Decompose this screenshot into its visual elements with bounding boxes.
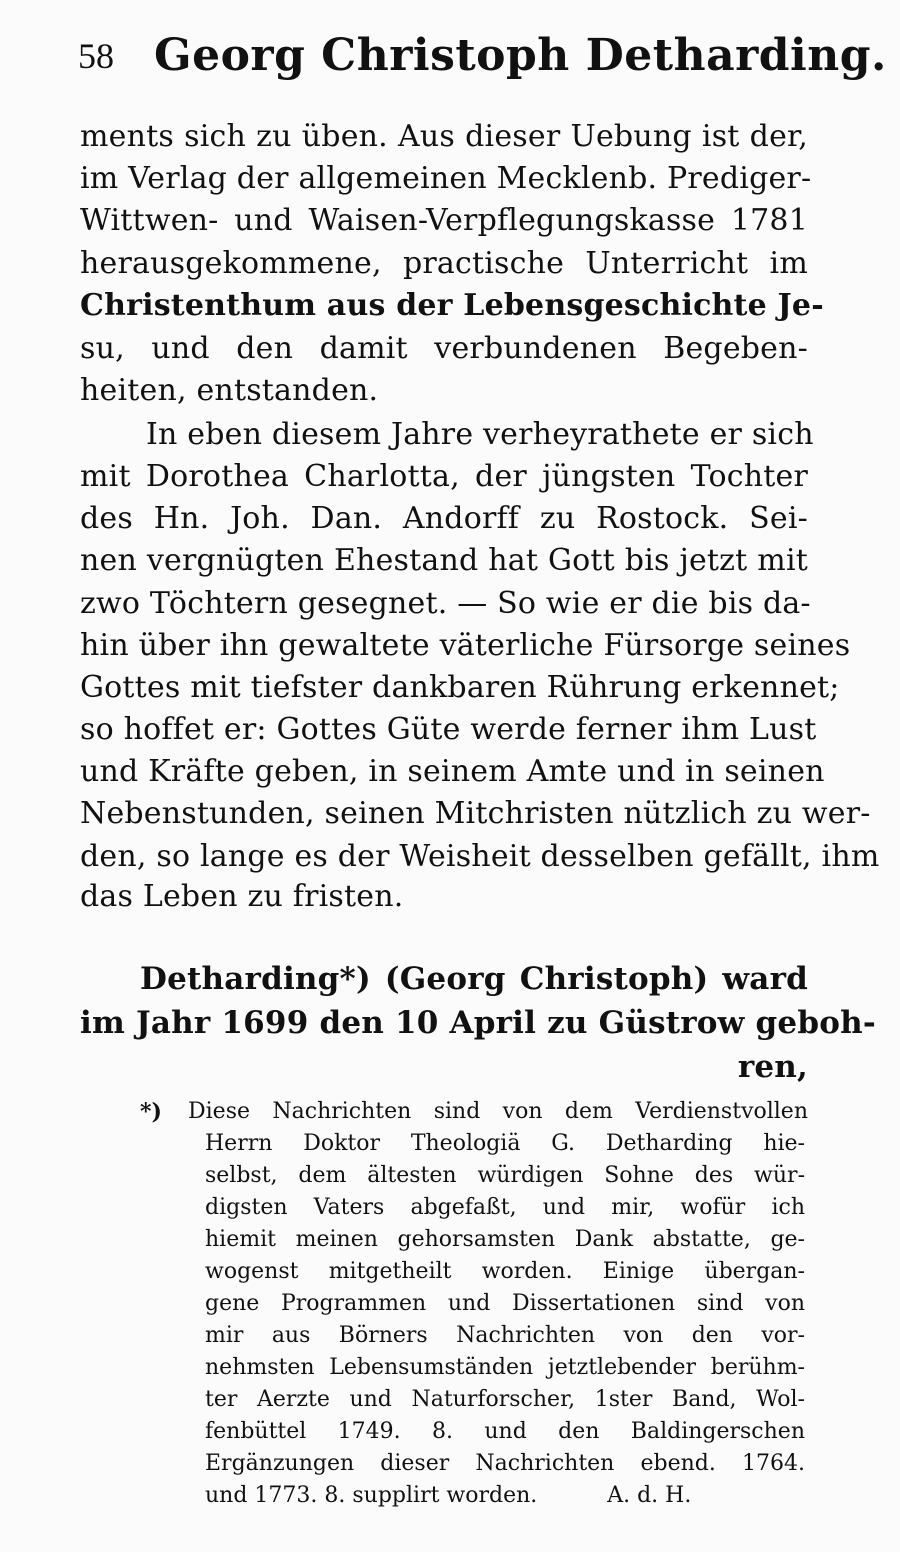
body-line: In eben diesem Jahre verheyrathete er sich [146, 417, 814, 452]
entry-line: im Jahr 1699 den 10 April zu Güstrow geboh- [80, 1005, 876, 1041]
footnote-line: gene Programmen und Dissertationen sind von [205, 1291, 805, 1316]
footnote-line: und 1773. 8. supplirt worden. A. d. H. [205, 1483, 692, 1508]
page-number: 58 [78, 35, 114, 76]
footnote-line: Diese Nachrichten sind von dem Verdienstvollen [188, 1099, 808, 1124]
body-line: zwo Töchtern gesegnet. — So wie er die bis da- [80, 586, 811, 621]
footnote-line: digsten Vaters abgefaßt, und mir, wofür ich [205, 1195, 805, 1220]
footnote-line: nehmsten Lebensumständen jetztlebender berühm- [205, 1355, 805, 1380]
body-line: den, so lange es der Weisheit desselben gefällt, ihm [80, 839, 880, 874]
body-line: des Hn. Joh. Dan. Andorff zu Rostock. Sei- [80, 501, 808, 536]
body-line: Nebenstunden, seinen Mitchristen nützlich zu wer- [80, 796, 871, 831]
footnote-line: Herrn Doktor Theologiä G. Detharding hie- [205, 1131, 805, 1156]
body-line: heiten, entstanden. [80, 373, 379, 408]
footnote-line: hiemit meinen gehorsamsten Dank abstatte, ge- [205, 1227, 805, 1252]
footnote-line: mir aus Börners Nachrichten von den vor- [205, 1323, 805, 1348]
body-line: so hoffet er: Gottes Güte werde ferner ihm Lust [80, 712, 817, 747]
entry-line: ren, [737, 1049, 808, 1085]
body-line: hin über ihn gewaltete väterliche Fürsorge seines [80, 628, 851, 663]
footnote-line: Ergänzungen dieser Nachrichten ebend. 1764. [205, 1451, 805, 1476]
body-line: ments sich zu üben. Aus dieser Uebung ist der, [80, 119, 808, 154]
running-title: Georg Christoph Detharding. [154, 30, 887, 81]
footnote-marker: *) [140, 1099, 162, 1125]
body-line: Wittwen- und Waisen-Verpflegungskasse 1781 [80, 203, 808, 238]
body-line: und Kräfte geben, in seinem Amte und in seinen [80, 754, 825, 789]
running-head [78, 30, 887, 90]
body-line: Gottes mit tiefster dankbaren Rührung erkennet; [80, 670, 840, 705]
body-line: herausgekommene, practische Unterricht im [80, 246, 808, 281]
body-line: nen vergnügten Ehestand hat Gott bis jetzt mit [80, 543, 808, 578]
footnote-line: fenbüttel 1749. 8. und den Baldingerschen [205, 1419, 805, 1444]
footnote-line: wogenst mitgetheilt worden. Einige übergan- [205, 1259, 805, 1284]
body-line: im Verlag der allgemeinen Mecklenb. Prediger- [80, 161, 812, 196]
footnote-line: selbst, dem ältesten würdigen Sohne des wür- [205, 1163, 805, 1188]
entry-line: Detharding*) (Georg Christoph) ward [140, 961, 808, 997]
body-line: mit Dorothea Charlotta, der jüngsten Tochter [80, 459, 808, 494]
body-line: das Leben zu fristen. [80, 879, 404, 914]
body-line: Christenthum aus der Lebensgeschichte Je- [80, 288, 824, 323]
body-line: su, und den damit verbundenen Begeben- [80, 331, 808, 366]
footnote-line: ter Aerzte und Naturforscher, 1ster Band, Wol- [205, 1387, 805, 1412]
